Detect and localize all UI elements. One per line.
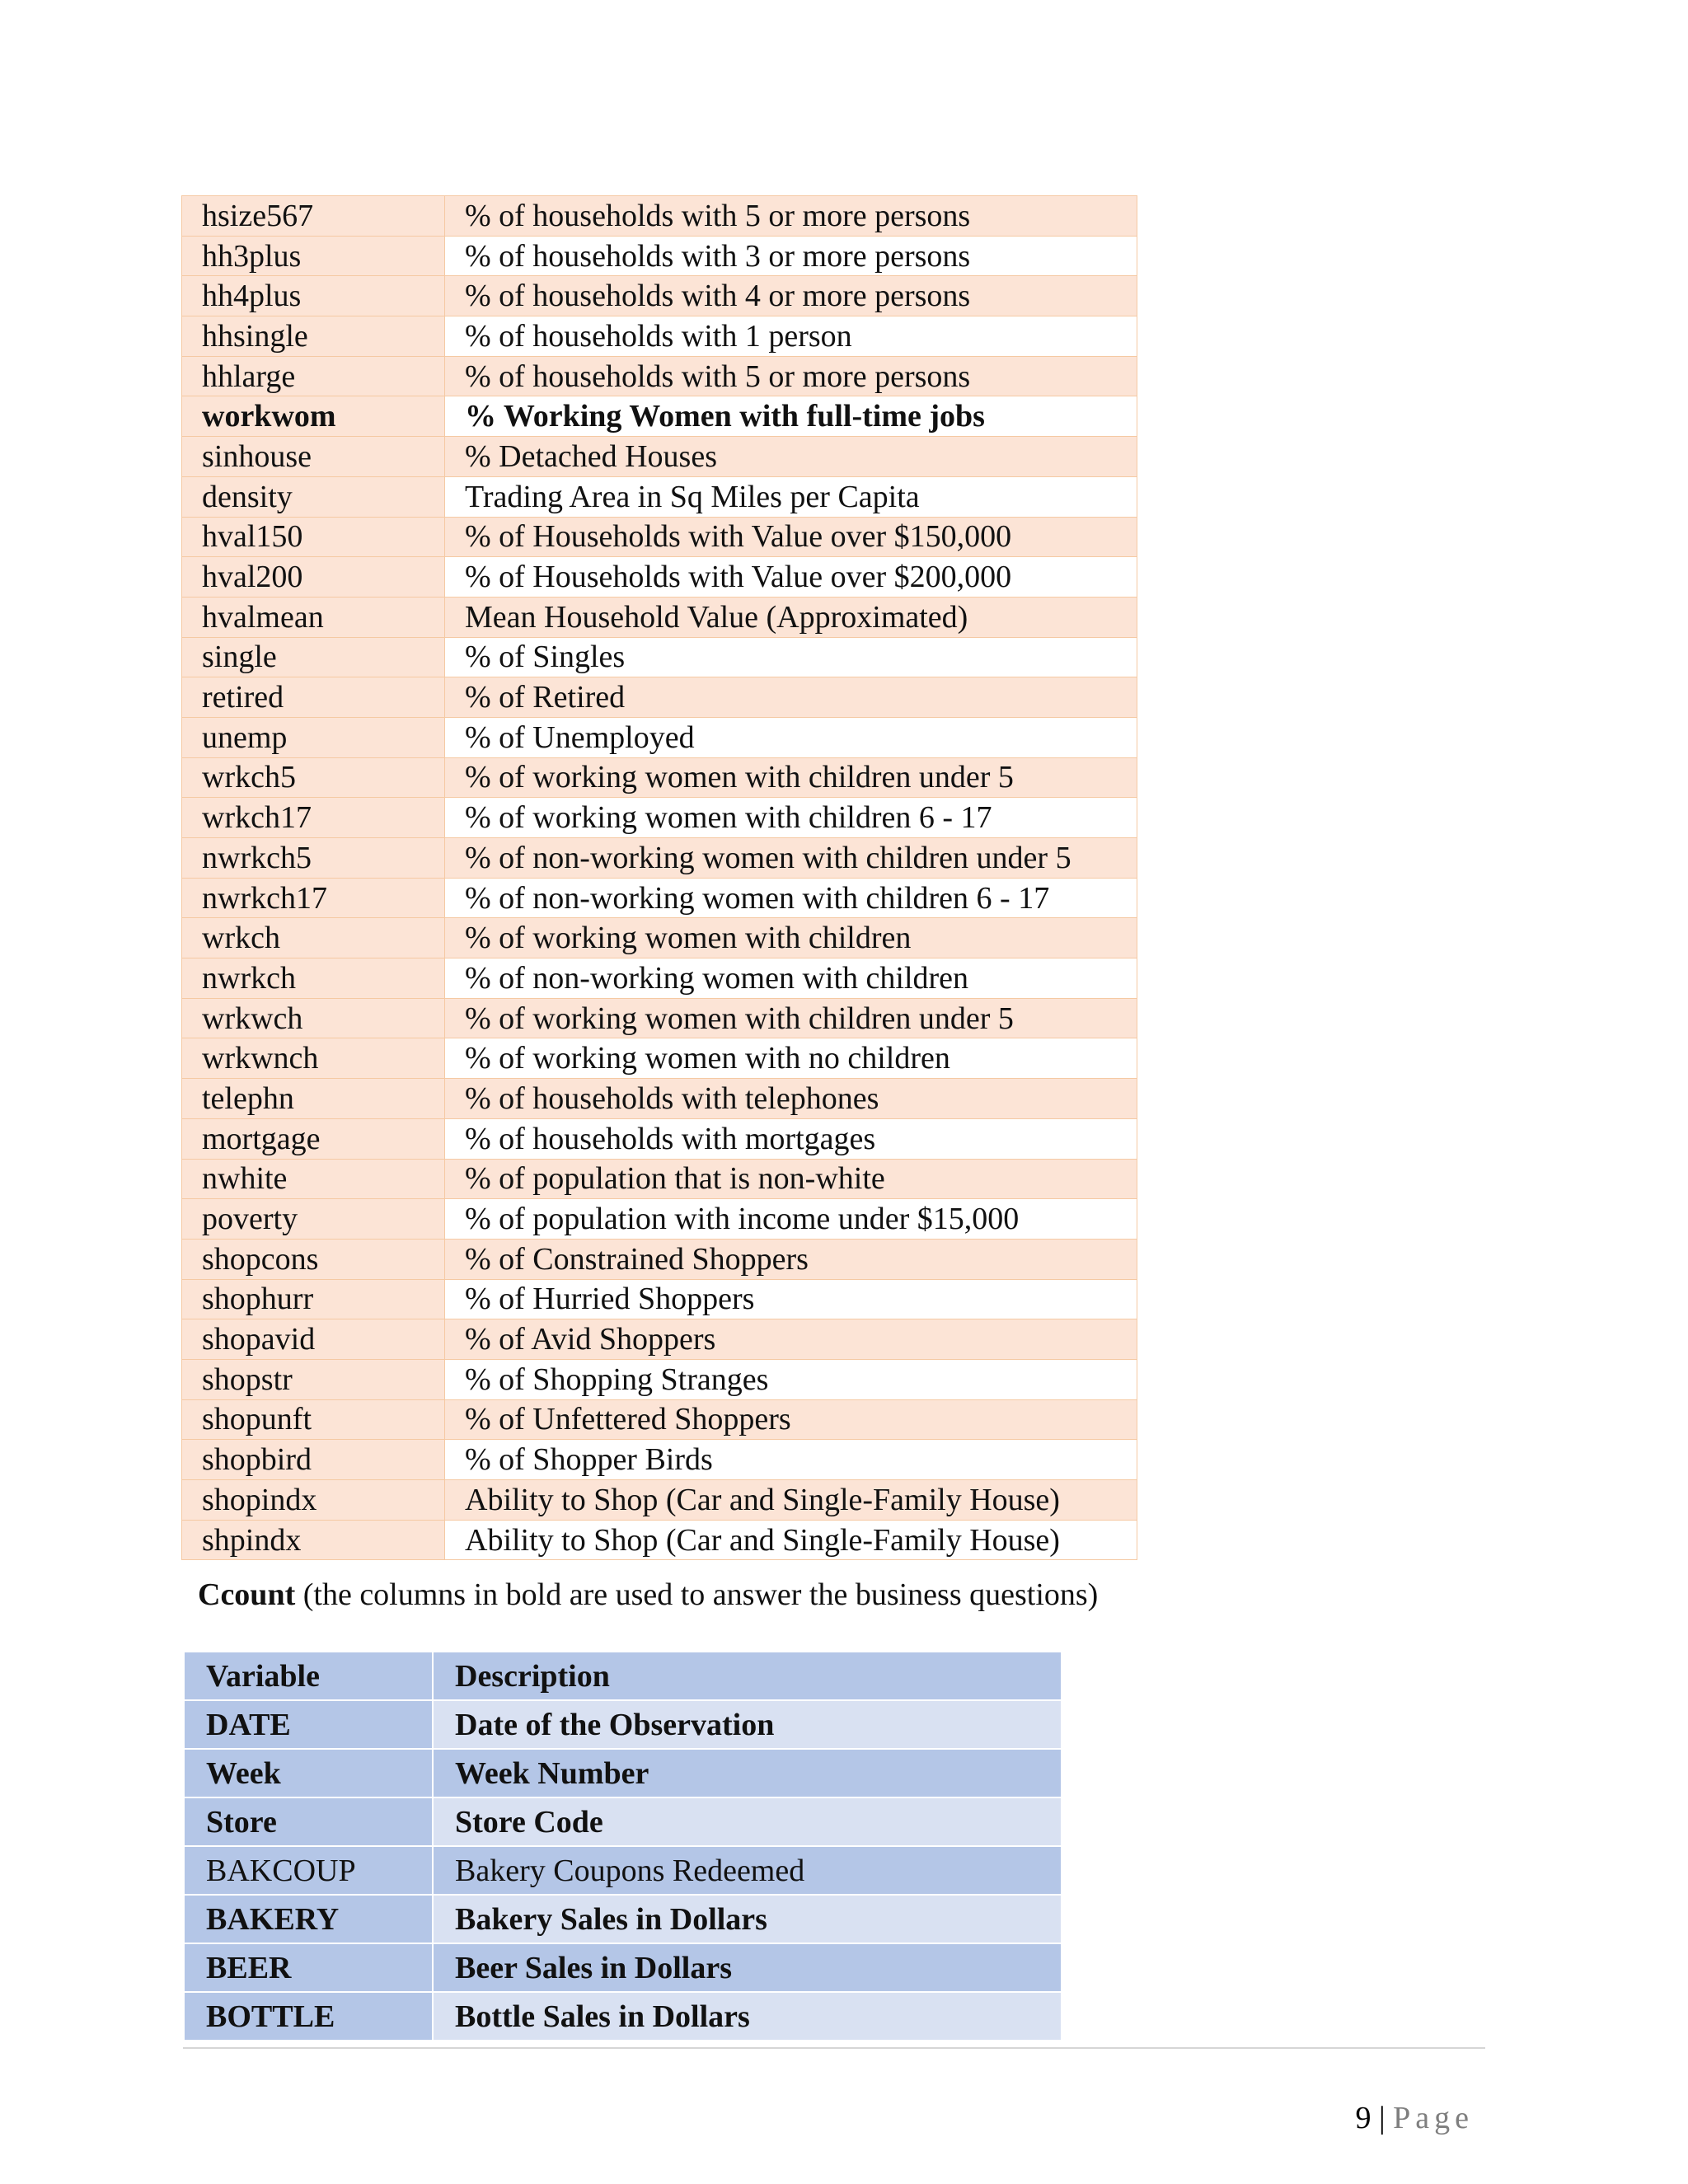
table-row [182,958,1137,999]
variable-cell: BEER [184,1943,433,1992]
variable-cell: shopbird [182,1440,445,1480]
description-cell: % of population that is non-white [445,1159,1137,1199]
variable-cell: wrkch17 [182,798,445,838]
table-row [182,1118,1137,1159]
variable-cell: wrkch [182,918,445,958]
variable-cell: workwom [182,396,445,437]
table-header-row [184,1652,1062,1700]
table-row [182,1319,1137,1360]
description-cell: % of non-working women with children under 5 [445,838,1137,879]
description-cell: % of households with 4 or more persons [445,276,1137,316]
description-cell: Bakery Sales in Dollars [433,1895,1062,1943]
variable-cell: shopavid [182,1319,445,1360]
table-row [182,597,1137,637]
table-row [182,717,1137,757]
table-row [182,476,1137,517]
variable-table [181,195,1137,1560]
ccount-table-body [184,1652,1062,2041]
header-description: Description [433,1652,1062,1700]
variable-cell: retired [182,677,445,718]
variable-cell: mortgage [182,1118,445,1159]
description-cell: % of households with 5 or more persons [445,356,1137,396]
description-cell: Trading Area in Sq Miles per Capita [445,476,1137,517]
variable-cell: nwrkch17 [182,878,445,918]
description-cell: % of Retired [445,677,1137,718]
variable-cell: hval200 [182,557,445,598]
table-row [182,798,1137,838]
variable-cell: BOTTLE [184,1992,433,2041]
table-row [184,1943,1062,1992]
variable-cell: nwrkch5 [182,838,445,879]
caption-title: Ccount [198,1577,296,1612]
table-row [182,998,1137,1038]
description-cell: % of Singles [445,637,1137,677]
table-row [184,1797,1062,1846]
variable-cell: wrkwnch [182,1038,445,1079]
table-row [182,637,1137,677]
table-row [182,316,1137,357]
variable-cell: hhsingle [182,316,445,357]
variable-cell: BAKCOUP [184,1846,433,1895]
variable-cell: shopcons [182,1239,445,1279]
table-row [184,1895,1062,1943]
variable-cell: density [182,476,445,517]
table-row [182,517,1137,557]
table-row [182,437,1137,477]
variable-cell: hhlarge [182,356,445,396]
table-row [182,1038,1137,1079]
table-row [182,757,1137,798]
table-row [182,878,1137,918]
variable-cell: nwhite [182,1159,445,1199]
table-row [182,1199,1137,1240]
description-cell: Store Code [433,1797,1062,1846]
description-cell: % of Shopper Birds [445,1440,1137,1480]
description-cell: Week Number [433,1749,1062,1797]
description-cell: % of Constrained Shoppers [445,1239,1137,1279]
table-row [182,677,1137,718]
footer-separator: | [1379,2101,1386,2135]
footer-rule [183,2047,1485,2049]
table-row [182,1399,1137,1440]
description-cell: % of working women with children [445,918,1137,958]
description-cell: % of households with 3 or more persons [445,236,1137,276]
table-row [182,1159,1137,1199]
description-cell: Ability to Shop (Car and Single-Family House) [445,1480,1137,1521]
table-row [182,396,1137,437]
variable-cell: hh3plus [182,236,445,276]
variable-cell: nwrkch [182,958,445,999]
description-cell: Mean Household Value (Approximated) [445,597,1137,637]
description-cell: % of non-working women with children 6 - 17 [445,878,1137,918]
variable-cell: shophurr [182,1279,445,1319]
description-cell: % of Unfettered Shoppers [445,1399,1137,1440]
variable-cell: wrkch5 [182,757,445,798]
description-cell: % of population with income under $15,000 [445,1199,1137,1240]
variable-cell: unemp [182,717,445,757]
variable-cell: sinhouse [182,437,445,477]
table-row [182,1079,1137,1119]
caption-text: (the columns in bold are used to answer the business questions) [295,1577,1099,1612]
description-cell: % of Avid Shoppers [445,1319,1137,1360]
table-row [182,1239,1137,1279]
table-row [184,1992,1062,2041]
table-row [184,1749,1062,1797]
description-cell: % of working women with children under 5 [445,757,1137,798]
variable-cell: shpindx [182,1520,445,1560]
table-row [182,838,1137,879]
ccount-table [183,1651,1062,2041]
description-cell: % of households with 5 or more persons [445,196,1137,237]
table-row [182,276,1137,316]
variable-cell: hsize567 [182,196,445,237]
table-row [182,1440,1137,1480]
variable-cell: wrkwch [182,998,445,1038]
variable-cell: hh4plus [182,276,445,316]
description-cell: % of working women with children 6 - 17 [445,798,1137,838]
description-cell: % of Households with Value over $200,000 [445,557,1137,598]
table-row [182,236,1137,276]
description-cell: Ability to Shop (Car and Single-Family House) [445,1520,1137,1560]
description-cell: % of households with telephones [445,1079,1137,1119]
description-cell: Bottle Sales in Dollars [433,1992,1062,2041]
variable-cell: single [182,637,445,677]
table-row [184,1700,1062,1749]
description-cell: Beer Sales in Dollars [433,1943,1062,1992]
page-label: Page [1393,2101,1474,2135]
variable-cell: BAKERY [184,1895,433,1943]
variable-cell: DATE [184,1700,433,1749]
table-row [182,1279,1137,1319]
header-variable: Variable [184,1652,433,1700]
description-cell: Date of the Observation [433,1700,1062,1749]
description-cell: % of Hurried Shoppers [445,1279,1137,1319]
table-row [182,356,1137,396]
ccount-caption [198,1577,1098,1613]
variable-cell: shopindx [182,1480,445,1521]
description-cell: % of Households with Value over $150,000 [445,517,1137,557]
table-row [182,1359,1137,1399]
description-cell: % Detached Houses [445,437,1137,477]
description-cell: % of working women with no children [445,1038,1137,1079]
variable-cell: hval150 [182,517,445,557]
description-cell: % Working Women with full-time jobs [445,396,1137,437]
variable-cell: shopunft [182,1399,445,1440]
table-row [182,557,1137,598]
page-number: 9 [1355,2101,1372,2135]
variable-cell: shopstr [182,1359,445,1399]
description-cell: Bakery Coupons Redeemed [433,1846,1062,1895]
description-cell: % of households with 1 person [445,316,1137,357]
variable-cell: Store [184,1797,433,1846]
table-row [182,1480,1137,1521]
description-cell: % of households with mortgages [445,1118,1137,1159]
table-row [182,196,1137,237]
table-row [184,1846,1062,1895]
table-row [182,918,1137,958]
description-cell: % of working women with children under 5 [445,998,1137,1038]
variable-cell: telephn [182,1079,445,1119]
variable-cell: poverty [182,1199,445,1240]
description-cell: % of Unemployed [445,717,1137,757]
description-cell: % of Shopping Stranges [445,1359,1137,1399]
variable-cell: Week [184,1749,433,1797]
page-footer [1356,2100,1474,2136]
variable-table-body [182,196,1137,1560]
description-cell: % of non-working women with children [445,958,1137,999]
variable-cell: hvalmean [182,597,445,637]
table-row [182,1520,1137,1560]
